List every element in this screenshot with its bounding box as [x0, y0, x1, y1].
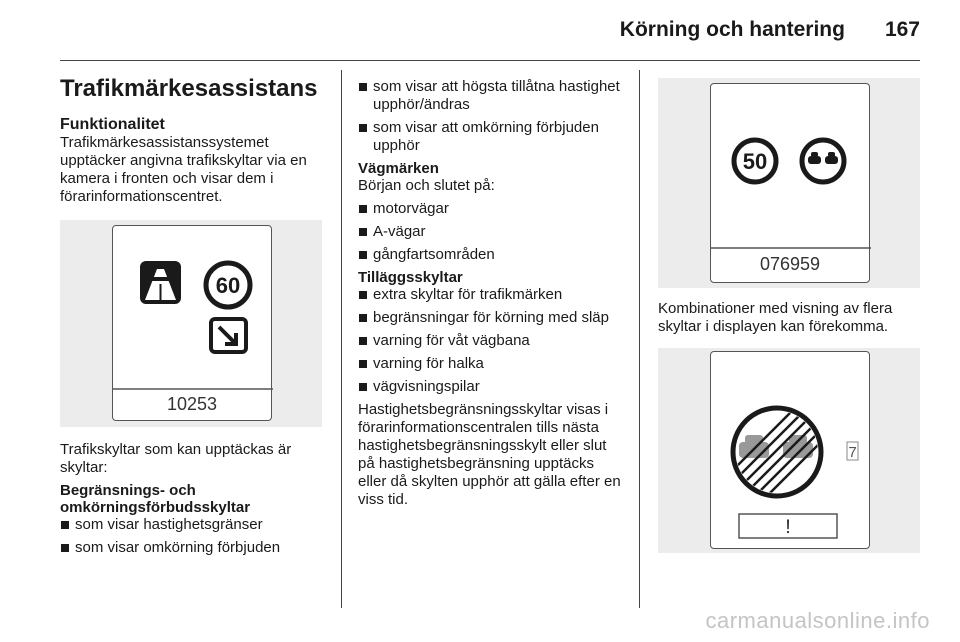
figure-sign-display-2: [658, 78, 920, 288]
column-1: [60, 76, 328, 562]
column-2: [358, 78, 626, 509]
list-item: som visar att omkörning förbjuden upphör: [358, 119, 626, 155]
page-number: 167: [884, 18, 920, 41]
odometer-readout: 076959: [759, 254, 821, 274]
svg-text:7: 7: [848, 444, 857, 461]
road-signs-text: Början och slutet på:: [358, 177, 495, 194]
list-item: varning för våt vägbana: [358, 332, 626, 350]
section-heading: Funktionalitet: [60, 116, 165, 133]
supplementary-sign-list: [358, 286, 626, 396]
sign-type-list: [60, 516, 328, 557]
list-item: som visar omkörning förbjuden: [60, 539, 328, 557]
figure-caption: Kombinationer med visning av flera skyltar i displayen kan förekomma.: [658, 300, 893, 335]
page-title: Trafikmärkesassistans: [60, 75, 318, 102]
list-item: begränsningar för körning med släp: [358, 309, 626, 327]
list-item: vägvisningspilar: [358, 378, 626, 396]
road-sign-list: [358, 200, 626, 264]
intro-text: Trafikmärkesassistanssystemet upptäcker angivna trafikskyltar via en kamera i fronten och visar dem i förarinformationscentret.: [60, 134, 307, 205]
sign-type-list-continued: [358, 78, 626, 155]
odometer-readout: 10253: [166, 394, 218, 414]
list-item: A-vägar: [358, 223, 626, 241]
column-divider-2: [639, 70, 640, 608]
figure-sign-display-1: [60, 220, 322, 427]
list-item: varning för halka: [358, 355, 626, 373]
sign-types-heading: Begränsnings- och omkörningsförbudsskyltar: [60, 482, 251, 516]
list-item: som visar hastighetsgränser: [60, 516, 328, 534]
road-signs-heading: Vägmärken: [358, 160, 439, 177]
closing-text: Hastighetsbegränsningsskyltar visas i förarinformationscentralen tills nästa hastighetsbegränsningsskylt eller slut på hastighetsbegränsning upptäcks eller då skylten upphör att gälla efter en viss tid.: [358, 401, 621, 508]
list-item: extra skyltar för trafikmärken: [358, 286, 626, 304]
display-panel: [710, 83, 870, 283]
header-rule: [60, 60, 920, 61]
svg-text:!: !: [785, 517, 791, 538]
list-item: motorvägar: [358, 200, 626, 218]
detect-text: Trafikskyltar som kan upptäckas är skyltar:: [60, 441, 292, 476]
sign-graphics: [711, 352, 871, 550]
column-3: [658, 78, 920, 553]
sign-graphics: [113, 226, 273, 422]
display-panel: [710, 351, 870, 549]
column-divider-1: [341, 70, 342, 608]
watermark: carmanualsonline.info: [705, 608, 930, 633]
display-panel: [112, 225, 272, 421]
section-title: Körning och hantering: [619, 18, 845, 41]
supplementary-signs-heading: Tilläggsskyltar: [358, 269, 463, 286]
figure-sign-display-3: [658, 348, 920, 553]
list-item: gångfartsområden: [358, 246, 626, 264]
page-header: [620, 18, 920, 42]
speed-limit-value: 60: [215, 273, 241, 298]
list-item: som visar att högsta tillåtna hastighet upphör/ändras: [358, 78, 626, 114]
speed-limit-value: 50: [742, 149, 768, 174]
